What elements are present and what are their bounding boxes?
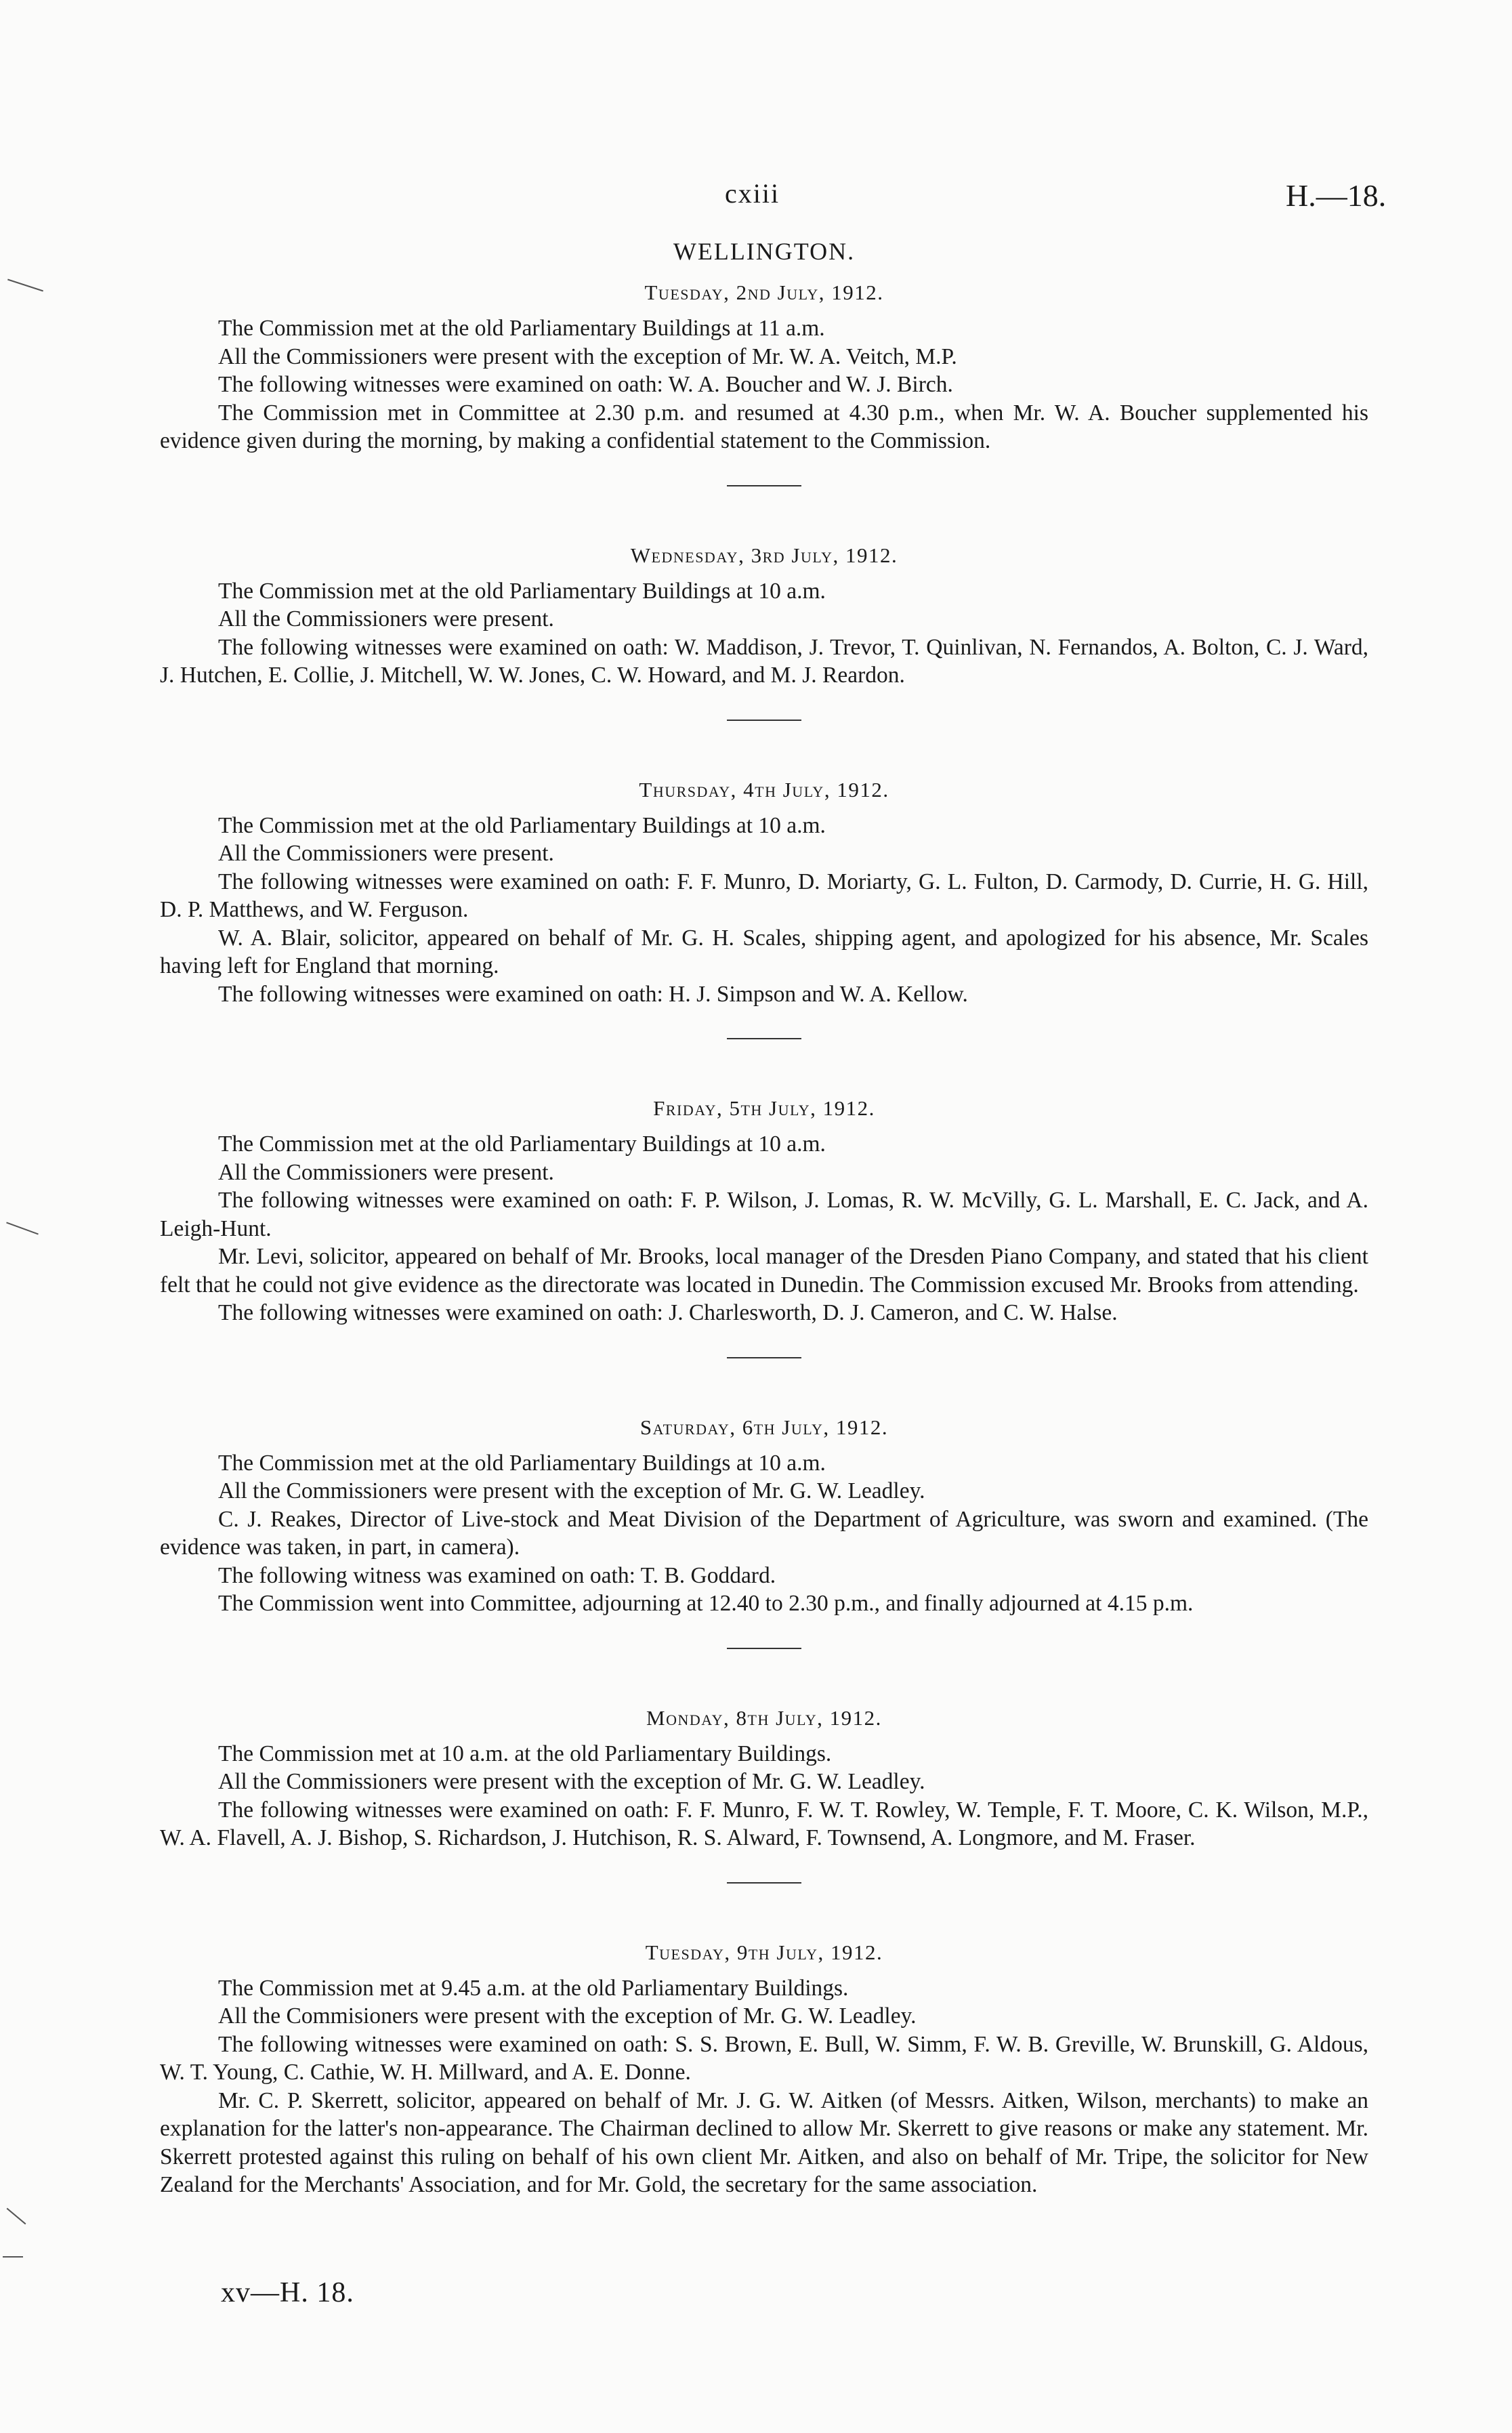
section-divider — [727, 1357, 801, 1358]
session-paragraph: The Commission met at the old Parliamentary Buildings at 10 a.m. — [218, 578, 826, 604]
signature-mark: xv—H. 18. — [221, 2277, 354, 2308]
session-paragraph: All the Commissioners were present. — [218, 1159, 554, 1185]
session-paragraph: The following witnesses were examined on oath: F. P. Wilson, J. Lomas, R. W. McVilly, G. L. Marshall, E. C. Jack, and A. Leigh-Hunt. — [160, 1188, 1368, 1241]
session-paragraph: All the Commissioners were present. — [218, 841, 554, 866]
session — [160, 280, 1368, 455]
session-paragraph: W. A. Blair, solicitor, appeared on behalf of Mr. G. H. Scales, shipping agent, and apologized for his absence, Mr. Scales having left for England that morning. — [160, 925, 1368, 978]
session — [160, 1415, 1368, 1618]
session-paragraph: The following witnesses were examined on oath: W. Maddison, J. Trevor, T. Quinlivan, N. Fernandos, A. Bolton, C. J. Ward, J. Hutchen, E. Collie, J. Mitchell, W. W. Jones, C. W. Howard, and M. J. Reardon. — [160, 634, 1368, 688]
session-paragraph: All the Commissioners were present. — [218, 606, 554, 631]
session-date: Tuesday, 9th July, 1912. — [645, 1940, 883, 1964]
session-date: Monday, 8th July, 1912. — [646, 1705, 882, 1730]
section-divider — [727, 485, 801, 486]
session-date: Tuesday, 2nd July, 1912. — [644, 280, 884, 304]
session-paragraph: C. J. Reakes, Director of Live-stock and Meat Division of the Department of Agriculture, was sworn and examined. (The evidence was taken, in part, in camera). — [160, 1506, 1368, 1560]
session-paragraph: The Commission went into Committee, adjourning at 12.40 to 2.30 p.m., and finally adjourned at 4.15 p.m. — [218, 1591, 1194, 1616]
document-body — [160, 237, 1368, 2199]
document-reference: H.—18. — [1286, 178, 1387, 213]
session-paragraph: The following witnesses were examined on oath: F. F. Munro, D. Moriarty, G. L. Fulton, D. Carmody, D. Currie, H. G. Hill, D. P. Matthews, and W. Ferguson. — [160, 869, 1368, 922]
session-paragraph: All the Commissioners were present with the exception of Mr. W. A. Veitch, M.P. — [218, 344, 957, 369]
session-date: Wednesday, 3rd July, 1912. — [630, 543, 898, 567]
session — [160, 1940, 1368, 2199]
session-paragraph: The following witnesses were examined on oath: H. J. Simpson and W. A. Kellow. — [218, 981, 968, 1007]
session — [160, 543, 1368, 690]
session-date: Friday, 5th July, 1912. — [653, 1096, 875, 1120]
session — [160, 1096, 1368, 1327]
session — [160, 1706, 1368, 1852]
margin-mark — [6, 1222, 39, 1235]
section-divider — [727, 1038, 801, 1039]
section-divider — [727, 720, 801, 721]
session-paragraph: Mr. C. P. Skerrett, solicitor, appeared on behalf of Mr. J. G. W. Aitken (of Messrs. Aitken, Wilson, merchants) to make an explanation for the latter's non-appearance. The Chairman declined to allow Mr. Skerrett to give reasons or make any statement. Mr. Skerrett protested against this ruling on behalf of his own client Mr. Aitken, and also on behalf of Mr. Tripe, the solicitor for New Zealand for the Merchants' Association, and for Mr. Gold, the secretary for the same association. — [160, 2087, 1368, 2197]
session-paragraph: Mr. Levi, solicitor, appeared on behalf of Mr. Brooks, local manager of the Dresden Piano Company, and stated that his client felt that he could not give evidence as the directorate was located in Dunedin. The Commission excused Mr. Brooks from attending. — [160, 1244, 1368, 1297]
session-paragraph: The Commission met at 10 a.m. at the old Parliamentary Buildings. — [218, 1741, 832, 1766]
session-date: Thursday, 4th July, 1912. — [639, 777, 889, 802]
session-paragraph: The following witnesses were examined on oath: J. Charlesworth, D. J. Cameron, and C. W. Halse. — [218, 1300, 1118, 1325]
place-heading: WELLINGTON. — [673, 238, 856, 265]
session-paragraph: The Commission met at the old Parliamentary Buildings at 10 a.m. — [218, 1450, 826, 1476]
session-paragraph: The following witness was examined on oath: T. B. Goddard. — [218, 1562, 776, 1588]
session-paragraph: All the Commissioners were present with the exception of Mr. G. W. Leadley. — [218, 1769, 925, 1794]
session-paragraph: All the Commissioners were present with the exception of Mr. G. W. Leadley. — [218, 1478, 925, 1503]
session-date: Saturday, 6th July, 1912. — [639, 1415, 889, 1439]
session-paragraph: The following witnesses were examined on oath: S. S. Brown, E. Bull, W. Simm, F. W. B. Greville, W. Brunskill, G. Aldous, W. T. Young, C. Cathie, W. H. Millward, and A. E. Donne. — [160, 2031, 1368, 2085]
session-paragraph: The Commission met at the old Parliamentary Buildings at 11 a.m. — [218, 316, 825, 341]
margin-mark — [3, 2256, 23, 2258]
section-divider — [727, 1882, 801, 1884]
session-paragraph: All the Commisioners were present with the exception of Mr. G. W. Leadley. — [218, 2003, 917, 2029]
session-paragraph: The following witnesses were examined on oath: F. F. Munro, F. W. T. Rowley, W. Temple, F. T. Moore, C. K. Wilson, M.P., W. A. Flavell, A. J. Bishop, S. Richardson, J. Hutchison, R. S. Alward, F. Townsend, A. Longmore, and M. Fraser. — [160, 1797, 1368, 1850]
session — [160, 778, 1368, 1009]
margin-mark — [7, 279, 43, 292]
margin-mark — [7, 2208, 26, 2225]
session-paragraph: The Commission met at 9.45 a.m. at the old Parliamentary Buildings. — [218, 1975, 849, 2001]
session-paragraph: The Commission met at the old Parliamentary Buildings at 10 a.m. — [218, 812, 826, 838]
section-divider — [727, 1648, 801, 1649]
session-paragraph: The Commission met at the old Parliamentary Buildings at 10 a.m. — [218, 1131, 826, 1157]
page-number: cxiii — [725, 178, 780, 209]
session-paragraph: The following witnesses were examined on oath: W. A. Boucher and W. J. Birch. — [218, 372, 953, 397]
session-paragraph: The Commission met in Committee at 2.30 p.m. and resumed at 4.30 p.m., when Mr. W. A. Boucher supplemented his evidence given during the morning, by making a confidential statement to the Commission. — [160, 400, 1368, 453]
